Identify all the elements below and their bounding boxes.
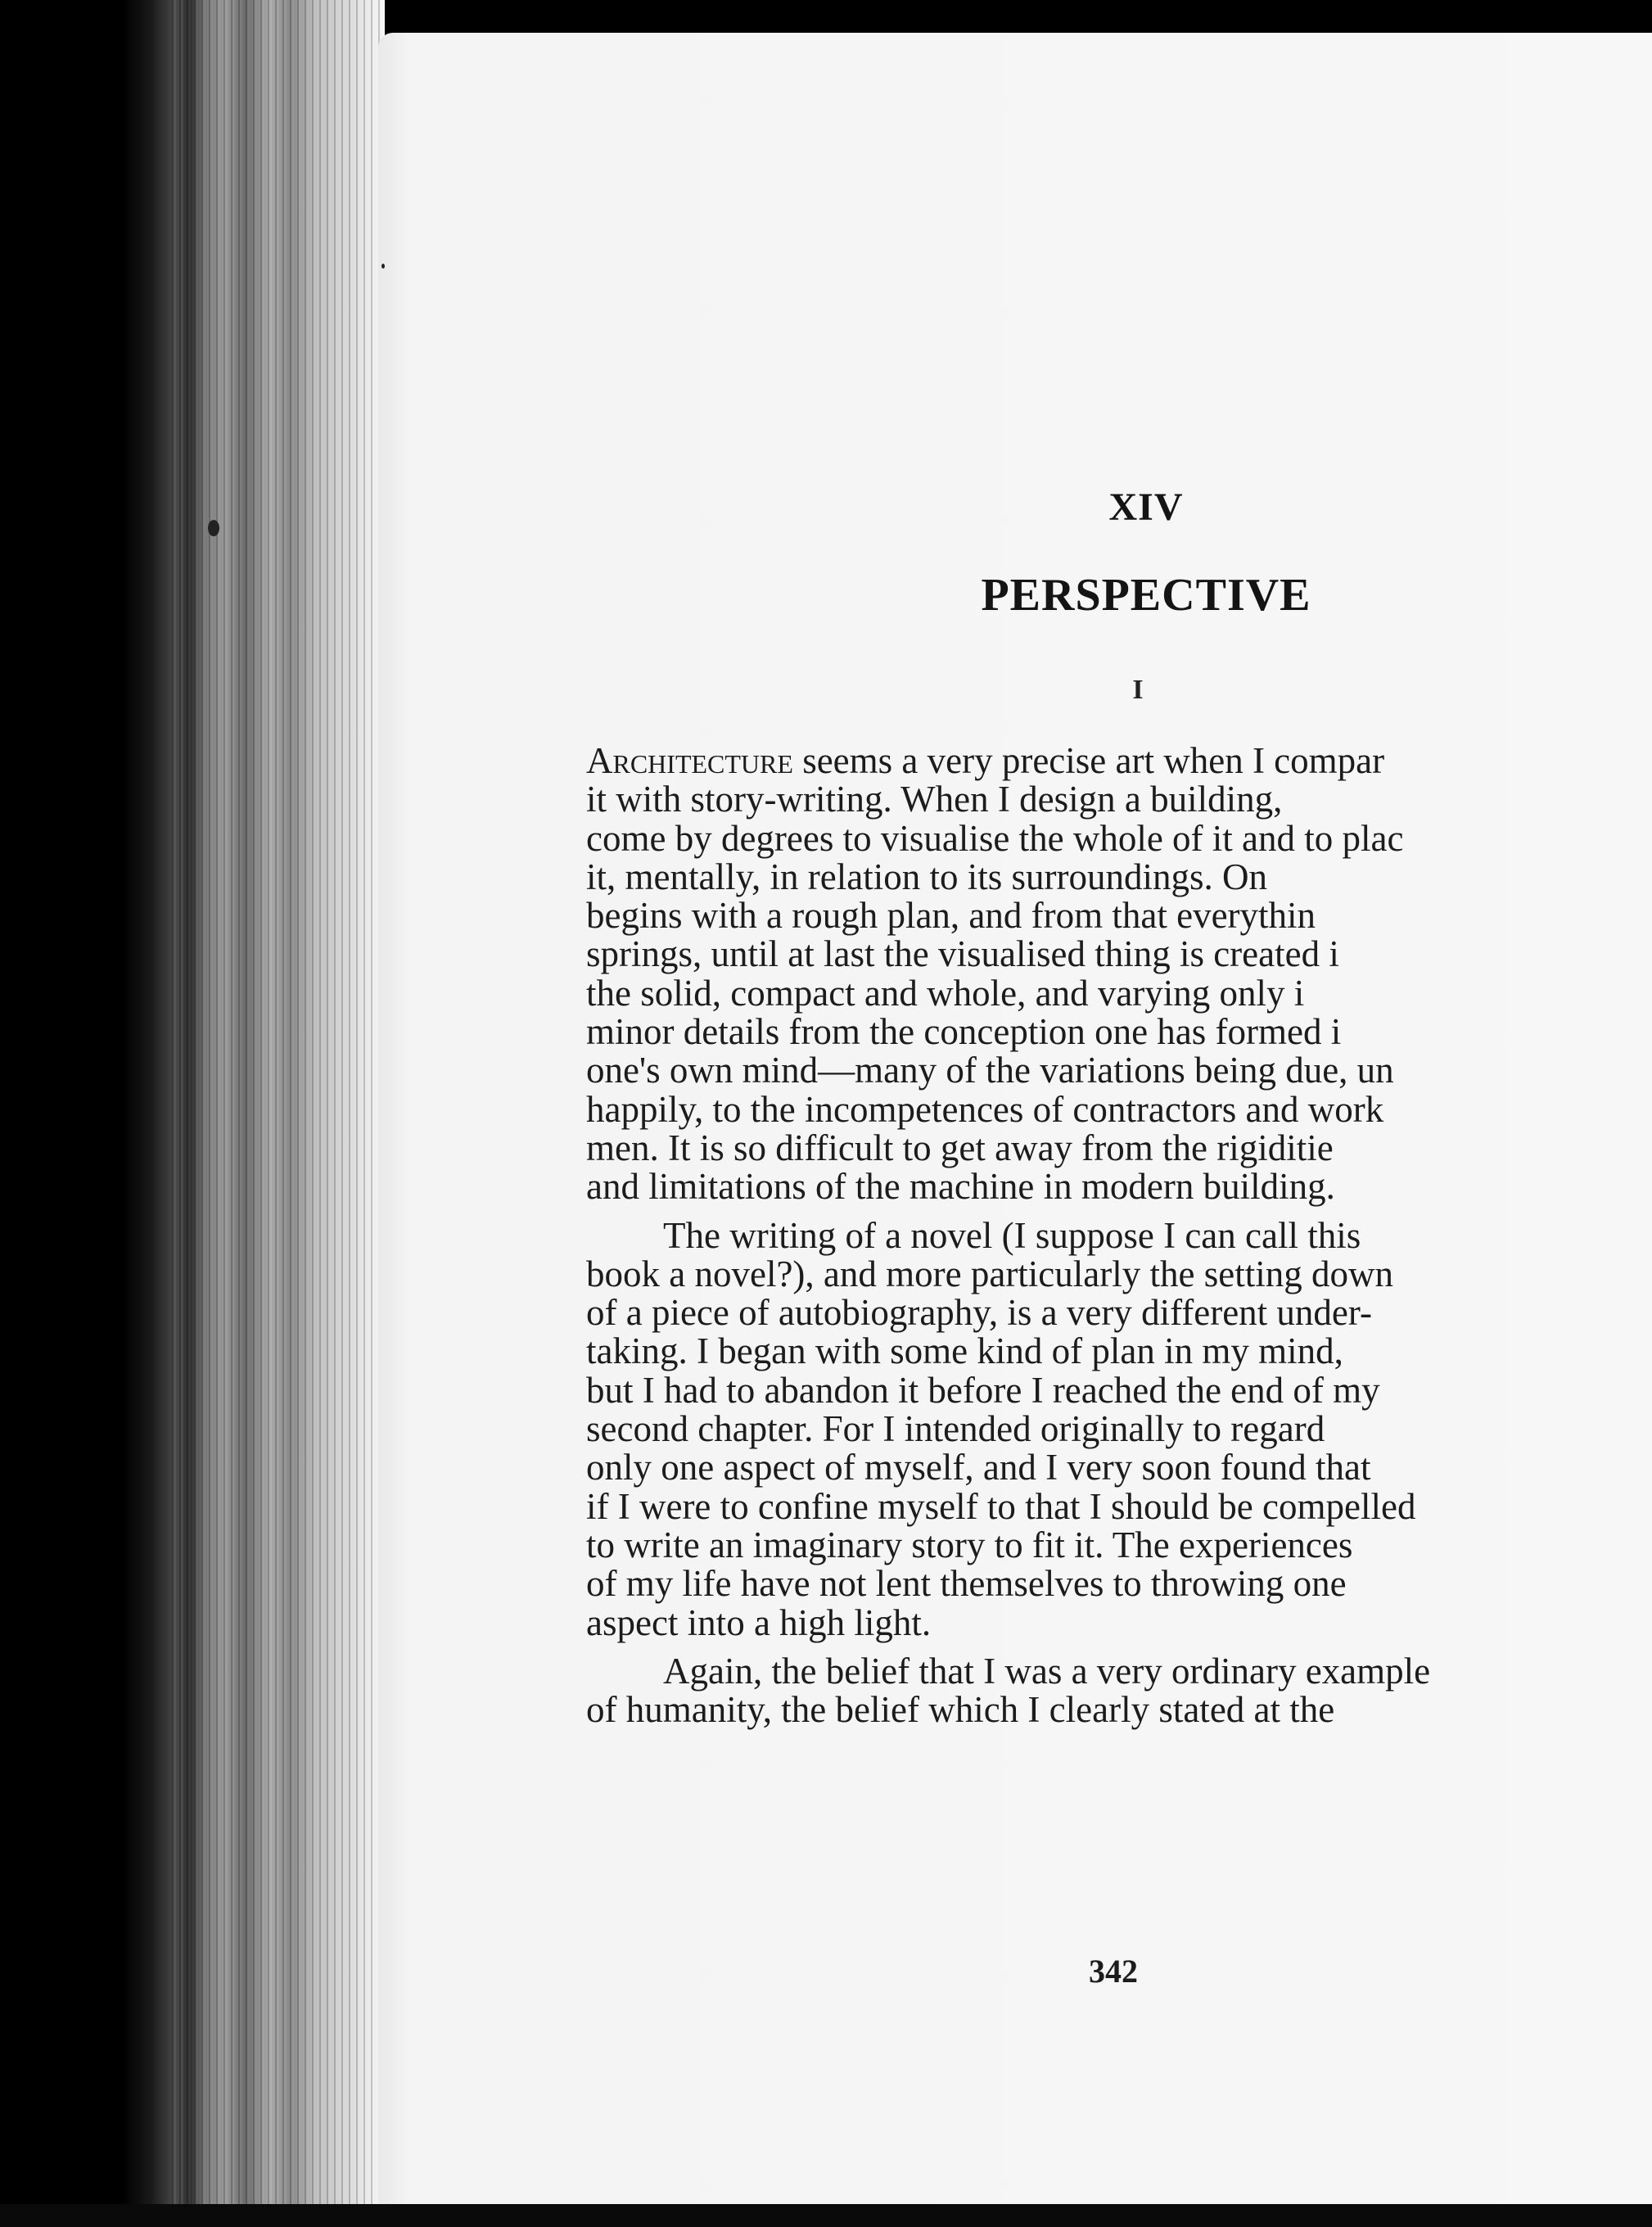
body-text [586, 742, 1652, 1729]
book-fore-edge [0, 0, 385, 2227]
text-line: of my life have not lent themselves to throwing one [586, 1563, 1347, 1605]
chapter-title: PERSPECTIVE [981, 570, 1311, 621]
text-line: second chapter. For I intended originally to regard [586, 1408, 1325, 1450]
text-line: the solid, compact and whole, and varying only i [586, 972, 1305, 1014]
text-line: it with story-writing. When I design a building, [586, 779, 1283, 820]
scan-bottom-shadow [0, 2204, 1652, 2227]
scan-speck [381, 264, 385, 269]
text-line: Architecture seems a very precise art when I compar [586, 740, 1385, 781]
paragraph-2 [586, 1214, 1652, 1643]
text-line: The writing of a novel (I suppose I can call this [663, 1214, 1361, 1256]
text-line: to write an imaginary story to fit it. The experiences [586, 1524, 1353, 1565]
paragraph-1 [586, 742, 1652, 1207]
text-line: minor details from the conception one has formed i [586, 1011, 1342, 1053]
text-line: begins with a rough plan, and from that everythin [586, 895, 1316, 937]
text-line: Again, the belief that I was a very ordinary example [663, 1650, 1431, 1692]
text-line: book a novel?), and more particularly the setting down [586, 1253, 1393, 1294]
text-line: come by degrees to visualise the whole of it and to plac [586, 817, 1404, 859]
text-line: aspect into a high light. [586, 1601, 932, 1643]
text-line: taking. I began with some kind of plan in my mind, [586, 1330, 1343, 1372]
text-line: of humanity, the belief which I clearly stated at the [586, 1689, 1335, 1731]
text-line: happily, to the incompetences of contractors and work [586, 1088, 1384, 1130]
text-line: but I had to abandon it before I reached the end of my [586, 1369, 1380, 1411]
chapter-number: XIV [1108, 486, 1184, 529]
text-line: of a piece of autobiography, is a very different under- [586, 1292, 1372, 1334]
text-line: and limitations of the machine in modern building. [586, 1166, 1335, 1208]
text-line: if I were to confine myself to that I should be compelled [586, 1485, 1416, 1527]
scan-speck [208, 520, 219, 536]
section-number: I [1132, 675, 1144, 705]
first-word: Architecture [586, 740, 793, 781]
text-line: only one aspect of myself, and I very soon found that [586, 1447, 1371, 1488]
text-line: it, mentally, in relation to its surroundings. On [586, 856, 1267, 897]
paragraph-3 [586, 1652, 1652, 1730]
text-line: one's own mind—many of the variations being due, un [586, 1050, 1394, 1091]
text-line: springs, until at last the visualised thing is created i [586, 933, 1339, 975]
text-line: men. It is so difficult to get away from the rigiditie [586, 1127, 1334, 1168]
page-number: 342 [1089, 1953, 1138, 1990]
